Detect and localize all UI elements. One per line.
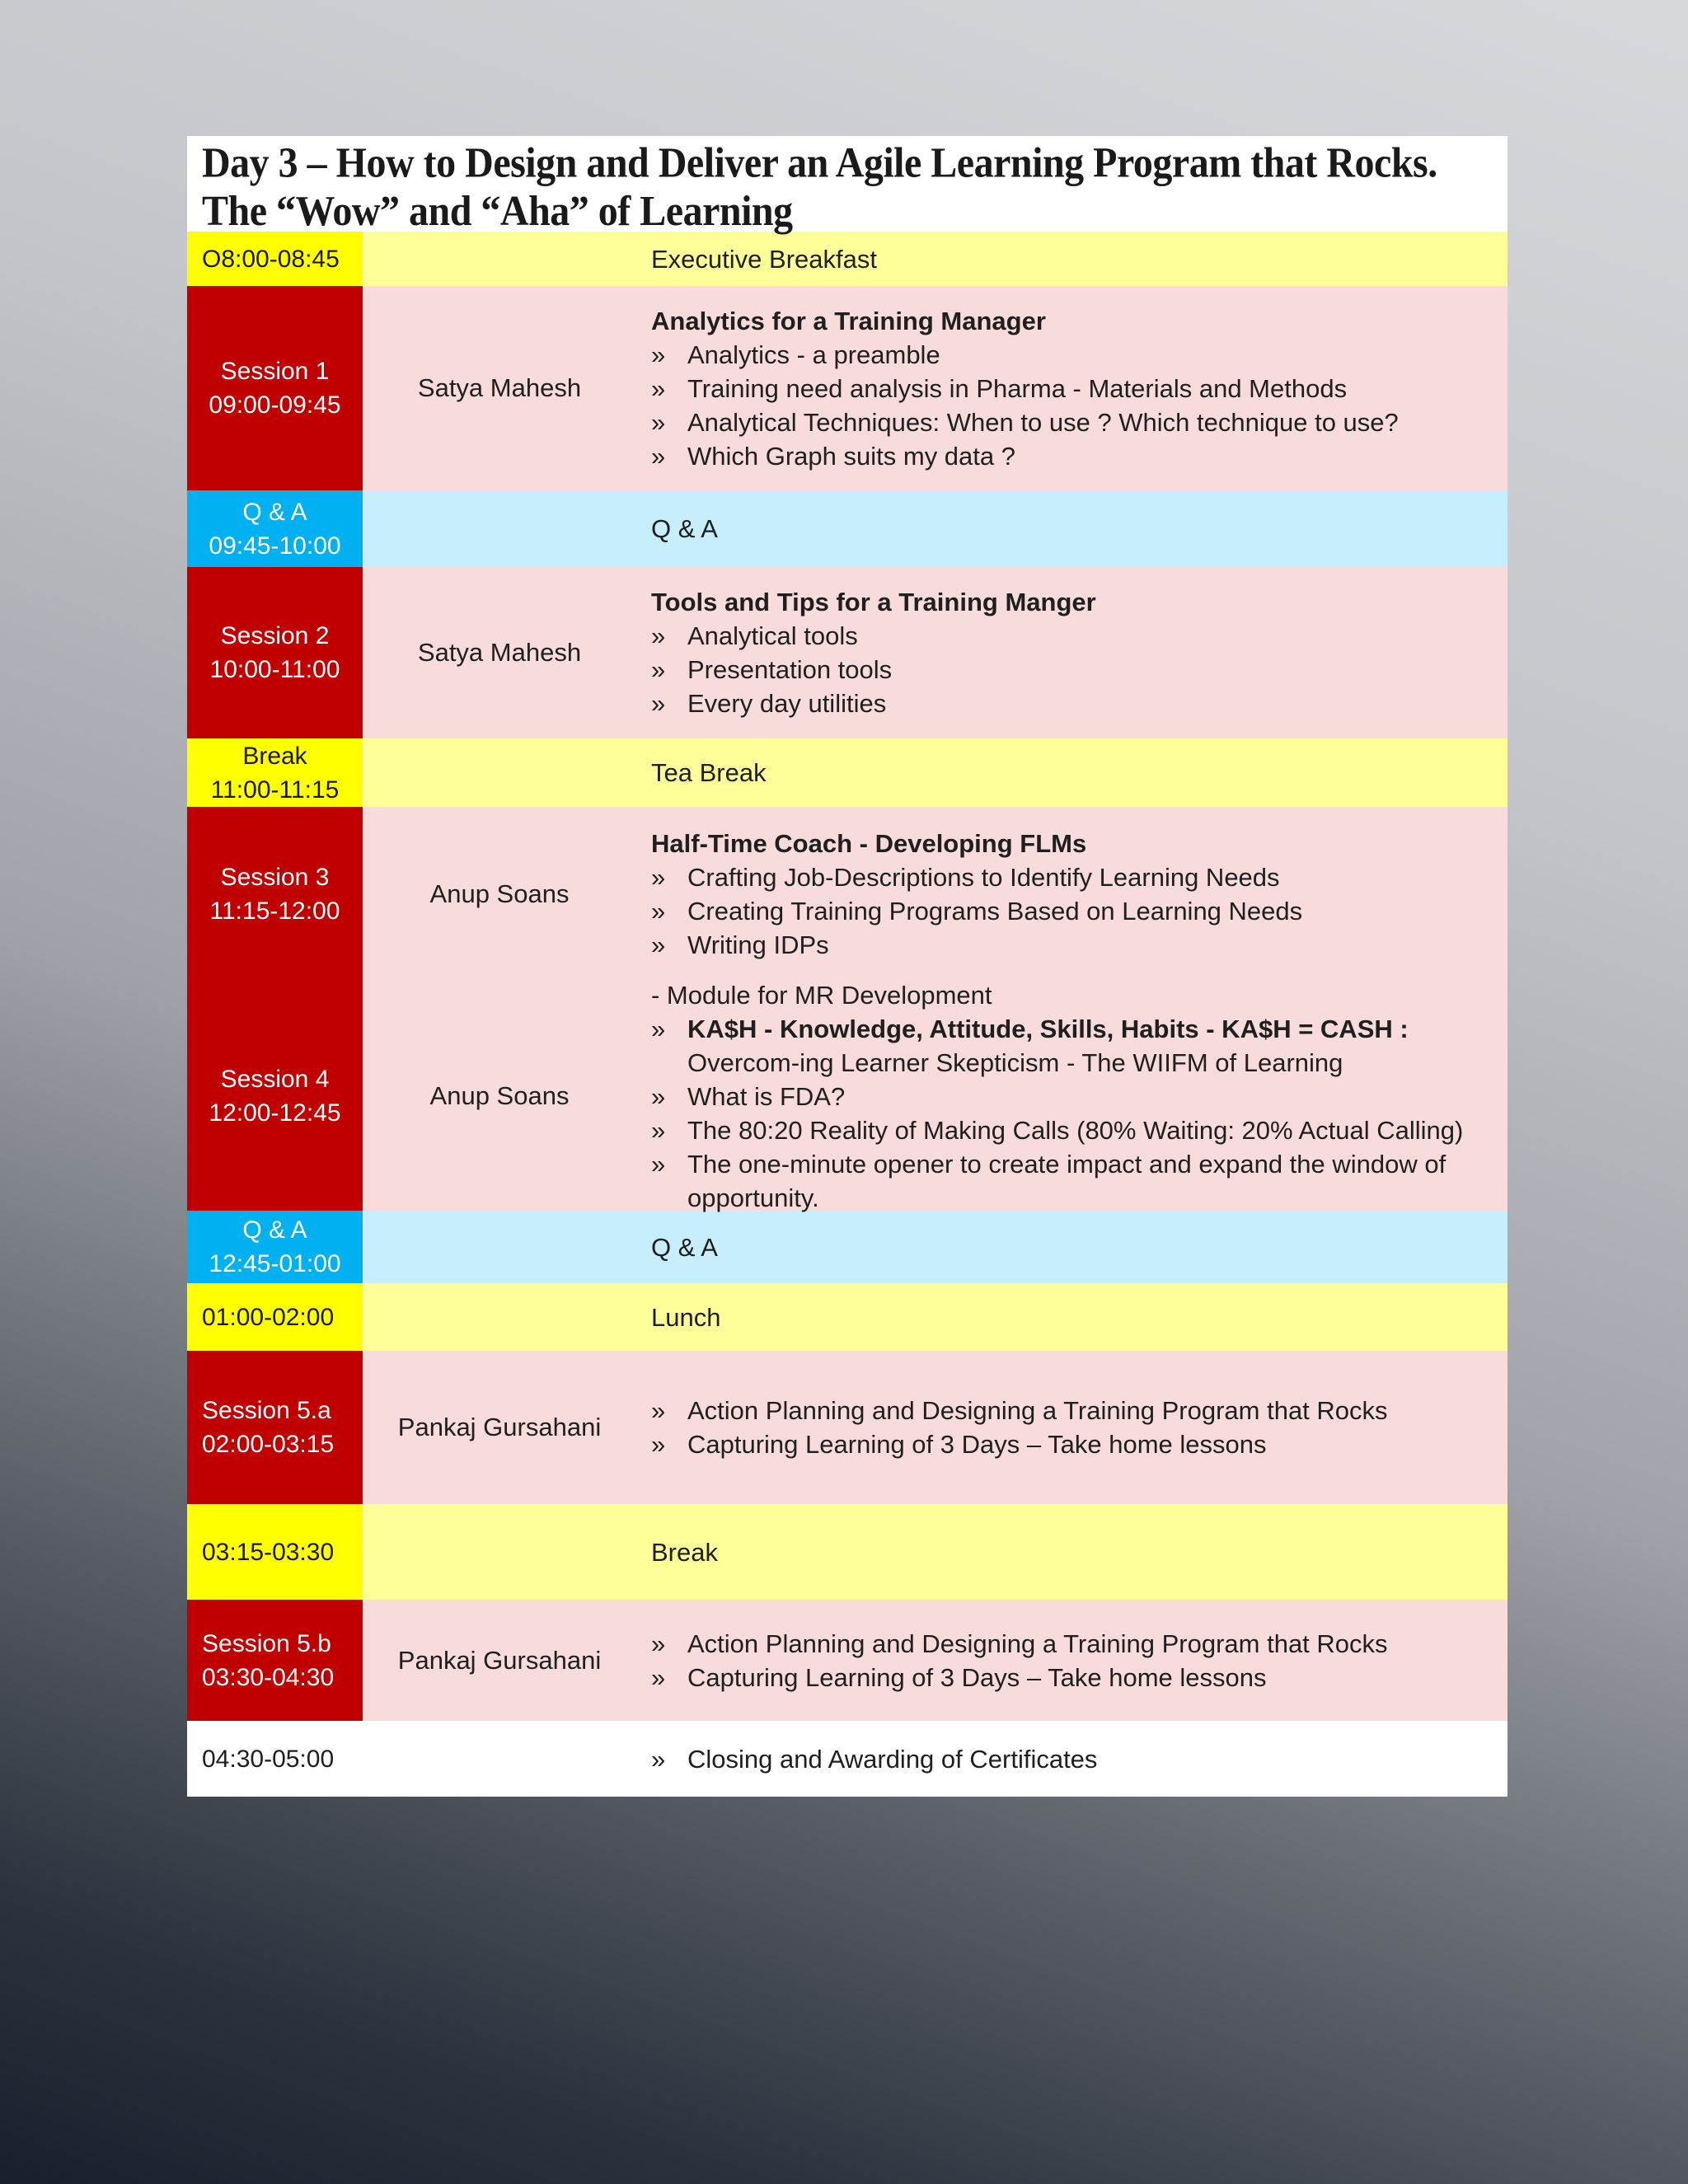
session-label: Session 3 (220, 864, 330, 891)
module-intro: - Module for MR Development (651, 980, 992, 1010)
speaker-cell (363, 567, 636, 738)
content-text: Q & A (651, 1232, 718, 1262)
list-item-text: Capturing Learning of 3 Days – Take home lessons (687, 1430, 1267, 1459)
session-label: Session 2 (220, 622, 330, 649)
session-cell (187, 738, 363, 807)
speaker-cell (363, 1211, 636, 1283)
bullet-mark: » (651, 1744, 666, 1774)
session-heading: Analytics for a Training Manager (651, 306, 1046, 335)
content-cell (636, 1351, 1507, 1504)
list-item (651, 928, 1494, 962)
content-cell (636, 738, 1507, 807)
list-item (651, 687, 1494, 720)
session-label: Break (242, 742, 307, 770)
speaker-name: Pankaj Gursahani (397, 1645, 602, 1675)
bullet-list (651, 1394, 1494, 1461)
bullet-mark: » (651, 1115, 666, 1145)
time-cell (187, 1721, 363, 1797)
bullet-mark: » (651, 1081, 666, 1111)
list-item-text: Action Planning and Designing a Training Program that Rocks (687, 1396, 1388, 1425)
list-item (651, 1742, 1494, 1776)
speaker-cell (363, 286, 636, 490)
list-item-text: Writing IDPs (687, 930, 829, 959)
bullet-list (651, 1012, 1494, 1215)
list-item (651, 860, 1494, 894)
list-item-text: Analytical Techniques: When to use ? Which technique to use? (687, 407, 1399, 437)
bullet-list (651, 860, 1494, 962)
session-label: Session 5.b (202, 1629, 331, 1657)
content-cell (636, 490, 1507, 567)
content-text: Q & A (651, 514, 718, 543)
list-item (651, 439, 1494, 473)
session-cell (187, 1600, 363, 1721)
bullet-mark: » (651, 930, 666, 959)
time-text: 12:45-01:00 (209, 1250, 341, 1277)
agenda-document (187, 136, 1507, 1797)
list-item-text: What is FDA? (687, 1081, 846, 1111)
agenda-row (187, 286, 1507, 490)
list-item-text: Closing and Awarding of Certificates (687, 1744, 1098, 1774)
list-item-text: Action Planning and Designing a Training Program that Rocks (687, 1629, 1388, 1658)
agenda-row (187, 567, 1507, 738)
speaker-cell (363, 1600, 636, 1721)
bullet-mark: » (651, 441, 666, 471)
speaker-name: Anup Soans (429, 1081, 570, 1110)
time-cell (187, 232, 363, 286)
content-cell (636, 1504, 1507, 1600)
time-cell (187, 1504, 363, 1600)
list-item (651, 372, 1494, 405)
list-item (651, 1427, 1494, 1461)
speaker-cell (363, 490, 636, 567)
content-cell (636, 286, 1507, 490)
agenda-row (187, 1721, 1507, 1797)
speaker-cell (363, 738, 636, 807)
list-item-text: Which Graph suits my data ? (687, 441, 1015, 471)
speaker-cell (363, 1504, 636, 1600)
time-text: 09:00-09:45 (209, 391, 341, 419)
bullet-mark: » (651, 340, 666, 369)
list-item (651, 338, 1494, 372)
session-heading: Half-Time Coach - Developing FLMs (651, 829, 1087, 858)
speaker-name: Pankaj Gursahani (397, 1413, 602, 1441)
speaker-name: Anup Soans (429, 879, 570, 908)
list-item-bold-text: KA$H - Knowledge, Attitude, Skills, Habits - KA$H = CASH : (687, 1014, 1409, 1043)
bullet-mark: » (651, 373, 666, 403)
bullet-mark: » (651, 1396, 666, 1425)
content-text: Break (651, 1537, 718, 1567)
content-cell (636, 1283, 1507, 1351)
agenda-row (187, 232, 1507, 286)
bullet-mark: » (651, 655, 666, 684)
session-cell (187, 286, 363, 490)
session-cell (187, 807, 363, 982)
content-cell (636, 232, 1507, 286)
session-cell (187, 982, 363, 1211)
list-item (651, 1147, 1494, 1215)
session-cell (187, 490, 363, 567)
bullet-mark: » (651, 1430, 666, 1459)
time-text: 03:15-03:30 (202, 1538, 335, 1566)
content-cell (636, 807, 1507, 982)
list-item (651, 405, 1494, 439)
speaker-cell (363, 982, 636, 1211)
list-item (651, 894, 1494, 928)
bullet-list (651, 1742, 1494, 1776)
time-text: 03:30-04:30 (202, 1663, 335, 1691)
list-item-text: Crafting Job-Descriptions to Identify Learning Needs (687, 863, 1280, 892)
content-cell (636, 982, 1507, 1211)
time-text: 09:45-10:00 (209, 532, 341, 560)
page-title: Day 3 – How to Design and Deliver an Agile Learning Program that Rocks. The “Wow” and “Aha” of Learning (202, 139, 1437, 235)
content-text: Lunch (651, 1302, 721, 1332)
bullet-mark: » (651, 689, 666, 718)
agenda-row (187, 1600, 1507, 1721)
speaker-cell (363, 1721, 636, 1797)
list-item-text: Every day utilities (687, 689, 887, 718)
agenda-row (187, 1504, 1507, 1600)
time-text: 11:00-11:15 (210, 776, 340, 804)
content-text: Tea Break (651, 758, 767, 787)
list-item-text: Analytics - a preamble (687, 340, 940, 369)
speaker-cell (363, 1283, 636, 1351)
bullet-mark: » (651, 863, 666, 892)
list-item (651, 653, 1494, 687)
session-label: Q & A (242, 498, 307, 526)
bullet-mark: » (651, 1629, 666, 1658)
list-item-text: Analytical tools (687, 621, 858, 650)
time-text: 10:00-11:00 (209, 656, 340, 683)
time-cell (187, 1283, 363, 1351)
list-item (651, 1394, 1494, 1427)
time-text: 01:00-02:00 (202, 1303, 335, 1331)
time-text: O8:00-08:45 (202, 245, 340, 273)
list-item-text: The 80:20 Reality of Making Calls (80% Waiting: 20% Actual Calling) (687, 1115, 1464, 1145)
list-item-text: Capturing Learning of 3 Days – Take home lessons (687, 1662, 1267, 1692)
bullet-mark: » (651, 407, 666, 437)
content-text: Executive Breakfast (651, 244, 877, 274)
speaker-name: Satya Mahesh (417, 638, 582, 667)
agenda-row (187, 738, 1507, 807)
bullet-mark: » (651, 1014, 666, 1043)
time-text: 11:15-12:00 (209, 898, 340, 925)
bullet-mark: » (651, 1149, 666, 1179)
session-cell (187, 1351, 363, 1504)
agenda-row (187, 982, 1507, 1211)
agenda-row (187, 1283, 1507, 1351)
time-text: 12:00-12:45 (209, 1099, 341, 1127)
session-cell (187, 567, 363, 738)
content-cell (636, 1211, 1507, 1283)
list-item (651, 619, 1494, 653)
list-item (651, 1080, 1494, 1113)
content-cell (636, 1721, 1507, 1797)
bullet-list (651, 619, 1494, 720)
list-item-text: Presentation tools (687, 655, 893, 684)
speaker-cell (363, 232, 636, 286)
list-item (651, 1627, 1494, 1661)
agenda-row (187, 1211, 1507, 1283)
speaker-cell (363, 1351, 636, 1504)
session-cell (187, 1211, 363, 1283)
content-cell (636, 567, 1507, 738)
list-item (651, 1012, 1494, 1080)
agenda-row (187, 1351, 1507, 1504)
session-label: Q & A (242, 1216, 307, 1244)
session-heading: Tools and Tips for a Training Manger (651, 588, 1096, 616)
time-text: 04:30-05:00 (202, 1745, 335, 1773)
list-item-text: Creating Training Programs Based on Learning Needs (687, 897, 1303, 926)
bullet-mark: » (651, 1662, 666, 1692)
bullet-mark: » (651, 897, 666, 926)
speaker-name: Satya Mahesh (417, 373, 582, 402)
speaker-cell (363, 807, 636, 982)
list-item (651, 1661, 1494, 1694)
agenda-row (187, 807, 1507, 982)
list-item (651, 1113, 1494, 1147)
session-label: Session 4 (220, 1066, 330, 1093)
bullet-list (651, 338, 1494, 473)
session-label: Session 5.a (202, 1397, 331, 1424)
bullet-list (651, 1627, 1494, 1694)
bullet-mark: » (651, 621, 666, 650)
agenda-row (187, 490, 1507, 567)
content-cell (636, 1600, 1507, 1721)
list-item-text: Overcom-ing Learner Skepticism - The WIIFM of Learning (687, 1047, 1343, 1077)
time-text: 02:00-03:15 (202, 1431, 335, 1458)
list-item-text: The one-minute opener to create impact and expand the window of opportunity. (687, 1149, 1447, 1212)
list-item-text: Training need analysis in Pharma - Materials and Methods (687, 373, 1348, 403)
session-label: Session 1 (220, 358, 330, 385)
